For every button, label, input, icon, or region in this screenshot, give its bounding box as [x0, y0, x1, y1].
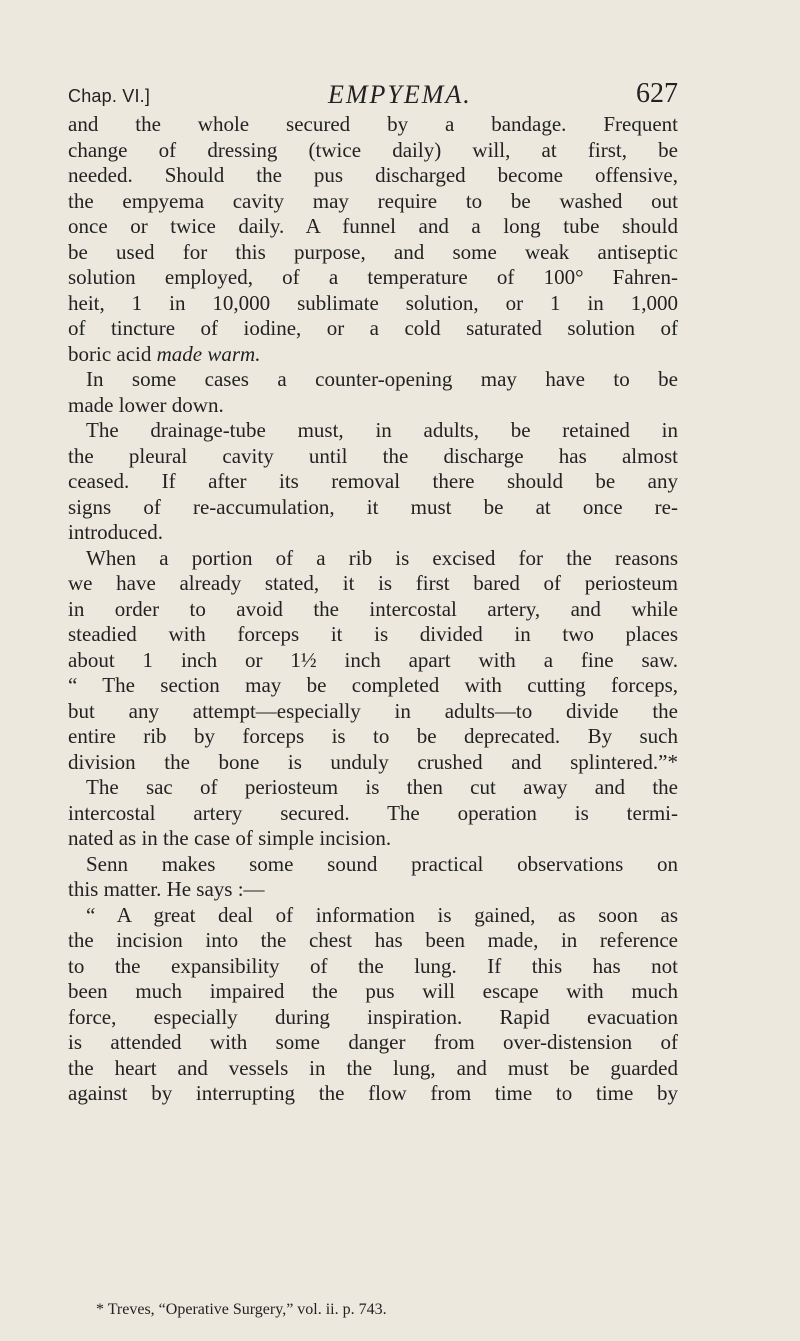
text-line [68, 495, 678, 521]
text-line-content: be used for this purpose, and some weak antiseptic [68, 239, 678, 264]
text-line-content: nated as in the case of simple incision. [68, 826, 392, 850]
text-line [68, 724, 678, 750]
text-line-content: needed. Should the pus discharged become offensive, [68, 163, 678, 187]
text-line-content: entire rib by forceps is to be deprecated. By such [68, 724, 678, 748]
text-line [68, 622, 678, 648]
text-line [68, 801, 678, 827]
text-line [68, 979, 678, 1005]
page-title: EMPYEMA. [328, 80, 472, 109]
text-line [68, 826, 678, 852]
text-line-content: boric acid [68, 341, 157, 366]
text-line-content: about 1 inch or 1½ inch apart with a fine saw. [68, 647, 678, 672]
text-line [68, 520, 678, 546]
text-line-content: once or twice daily. A funnel and a long tube should [68, 214, 678, 238]
text-line [68, 316, 678, 342]
text-line [68, 877, 678, 903]
text-line-content: signs of re-accumulation, it must be at once re- [68, 494, 678, 519]
text-line-content: but any attempt—especially in adults—to divide the [68, 698, 678, 723]
text-line-content: The drainage-tube must, in adults, be retained in [86, 418, 678, 442]
text-line-content: change of dressing (twice daily) will, at first, be [68, 137, 678, 162]
running-header [68, 78, 678, 112]
text-line-content: solution employed, of a temperature of 100° Fahren- [68, 265, 678, 289]
text-line-content: Senn makes some sound practical observations on [86, 851, 678, 876]
text-line [68, 903, 678, 929]
text-line-content: When a portion of a rib is excised for the reasons [86, 545, 678, 570]
text-line [68, 418, 678, 444]
text-line [68, 648, 678, 674]
text-line [68, 954, 678, 980]
text-line-content: intercostal artery secured. The operation is termi- [68, 800, 678, 825]
body-text [68, 112, 678, 1107]
text-line [68, 597, 678, 623]
text-line-content: to the expansibility of the lung. If this has not [68, 953, 678, 978]
text-line [68, 852, 678, 878]
text-line [68, 546, 678, 572]
text-line-content: is attended with some danger from over-distension of [68, 1030, 678, 1054]
page-number: 627 [636, 78, 678, 109]
text-line [68, 699, 678, 725]
text-line-content: the incision into the chest has been made, in reference [68, 928, 678, 952]
text-line-content: the heart and vessels in the lung, and must be guarded [68, 1055, 678, 1080]
text-line-content: introduced. [68, 520, 164, 544]
text-line [68, 1056, 678, 1082]
text-line-content: ceased. If after its removal there should be any [68, 469, 678, 493]
text-line [68, 750, 678, 776]
text-line [68, 928, 678, 954]
text-line [68, 214, 678, 240]
text-line-content: “ A great deal of information is gained, as soon as [86, 902, 678, 927]
text-line [68, 367, 678, 393]
text-line [68, 112, 678, 138]
text-line-content: in order to avoid the intercostal artery, and while [68, 596, 678, 621]
text-line-content: the empyema cavity may require to be washed out [68, 188, 678, 213]
text-line [68, 138, 678, 164]
text-line-content: and the whole secured by a bandage. Frequent [68, 112, 678, 136]
text-line [68, 571, 678, 597]
text-line-content: heit, 1 in 10,000 sublimate solution, or 1 in 1,000 [68, 290, 678, 315]
text-line-content: we have already stated, it is first bared of periosteum [68, 571, 678, 595]
text-line-content: this matter. He says :— [68, 877, 265, 901]
text-line [68, 1005, 678, 1031]
text-line [68, 393, 678, 419]
text-line [68, 775, 678, 801]
text-line-content: division the bone is unduly crushed and splintered.”* [68, 749, 678, 774]
text-line [68, 291, 678, 317]
text-line [68, 342, 678, 368]
text-line-content: against by interrupting the flow from time to time by [68, 1081, 678, 1105]
text-line-content: steadied with forceps it is divided in two places [68, 622, 678, 646]
text-line-content: made lower down. [68, 392, 224, 417]
text-line [68, 265, 678, 291]
text-line [68, 163, 678, 189]
text-line-content: been much impaired the pus will escape with much [68, 979, 678, 1003]
text-line-content: force, especially during inspiration. Rapid evacuation [68, 1004, 678, 1029]
text-line [68, 1081, 678, 1107]
footnote: * Treves, “Operative Surgery,” vol. ii. p. 743. [96, 1301, 387, 1318]
text-line [68, 1030, 678, 1056]
text-line [68, 189, 678, 215]
text-line [68, 469, 678, 495]
text-line [68, 444, 678, 470]
text-line-content: The sac of periosteum is then cut away and the [86, 775, 678, 799]
text-line-content: “ The section may be completed with cutting forceps, [68, 673, 678, 697]
italic-text: made warm. [156, 341, 261, 366]
text-line [68, 240, 678, 266]
text-line-content: of tincture of iodine, or a cold saturated solution of [68, 316, 678, 340]
text-line-content: In some cases a counter-opening may have to be [86, 367, 678, 391]
chapter-label: Chap. VI.] [68, 86, 151, 106]
text-line-content: the pleural cavity until the discharge has almost [68, 443, 678, 468]
text-line [68, 673, 678, 699]
